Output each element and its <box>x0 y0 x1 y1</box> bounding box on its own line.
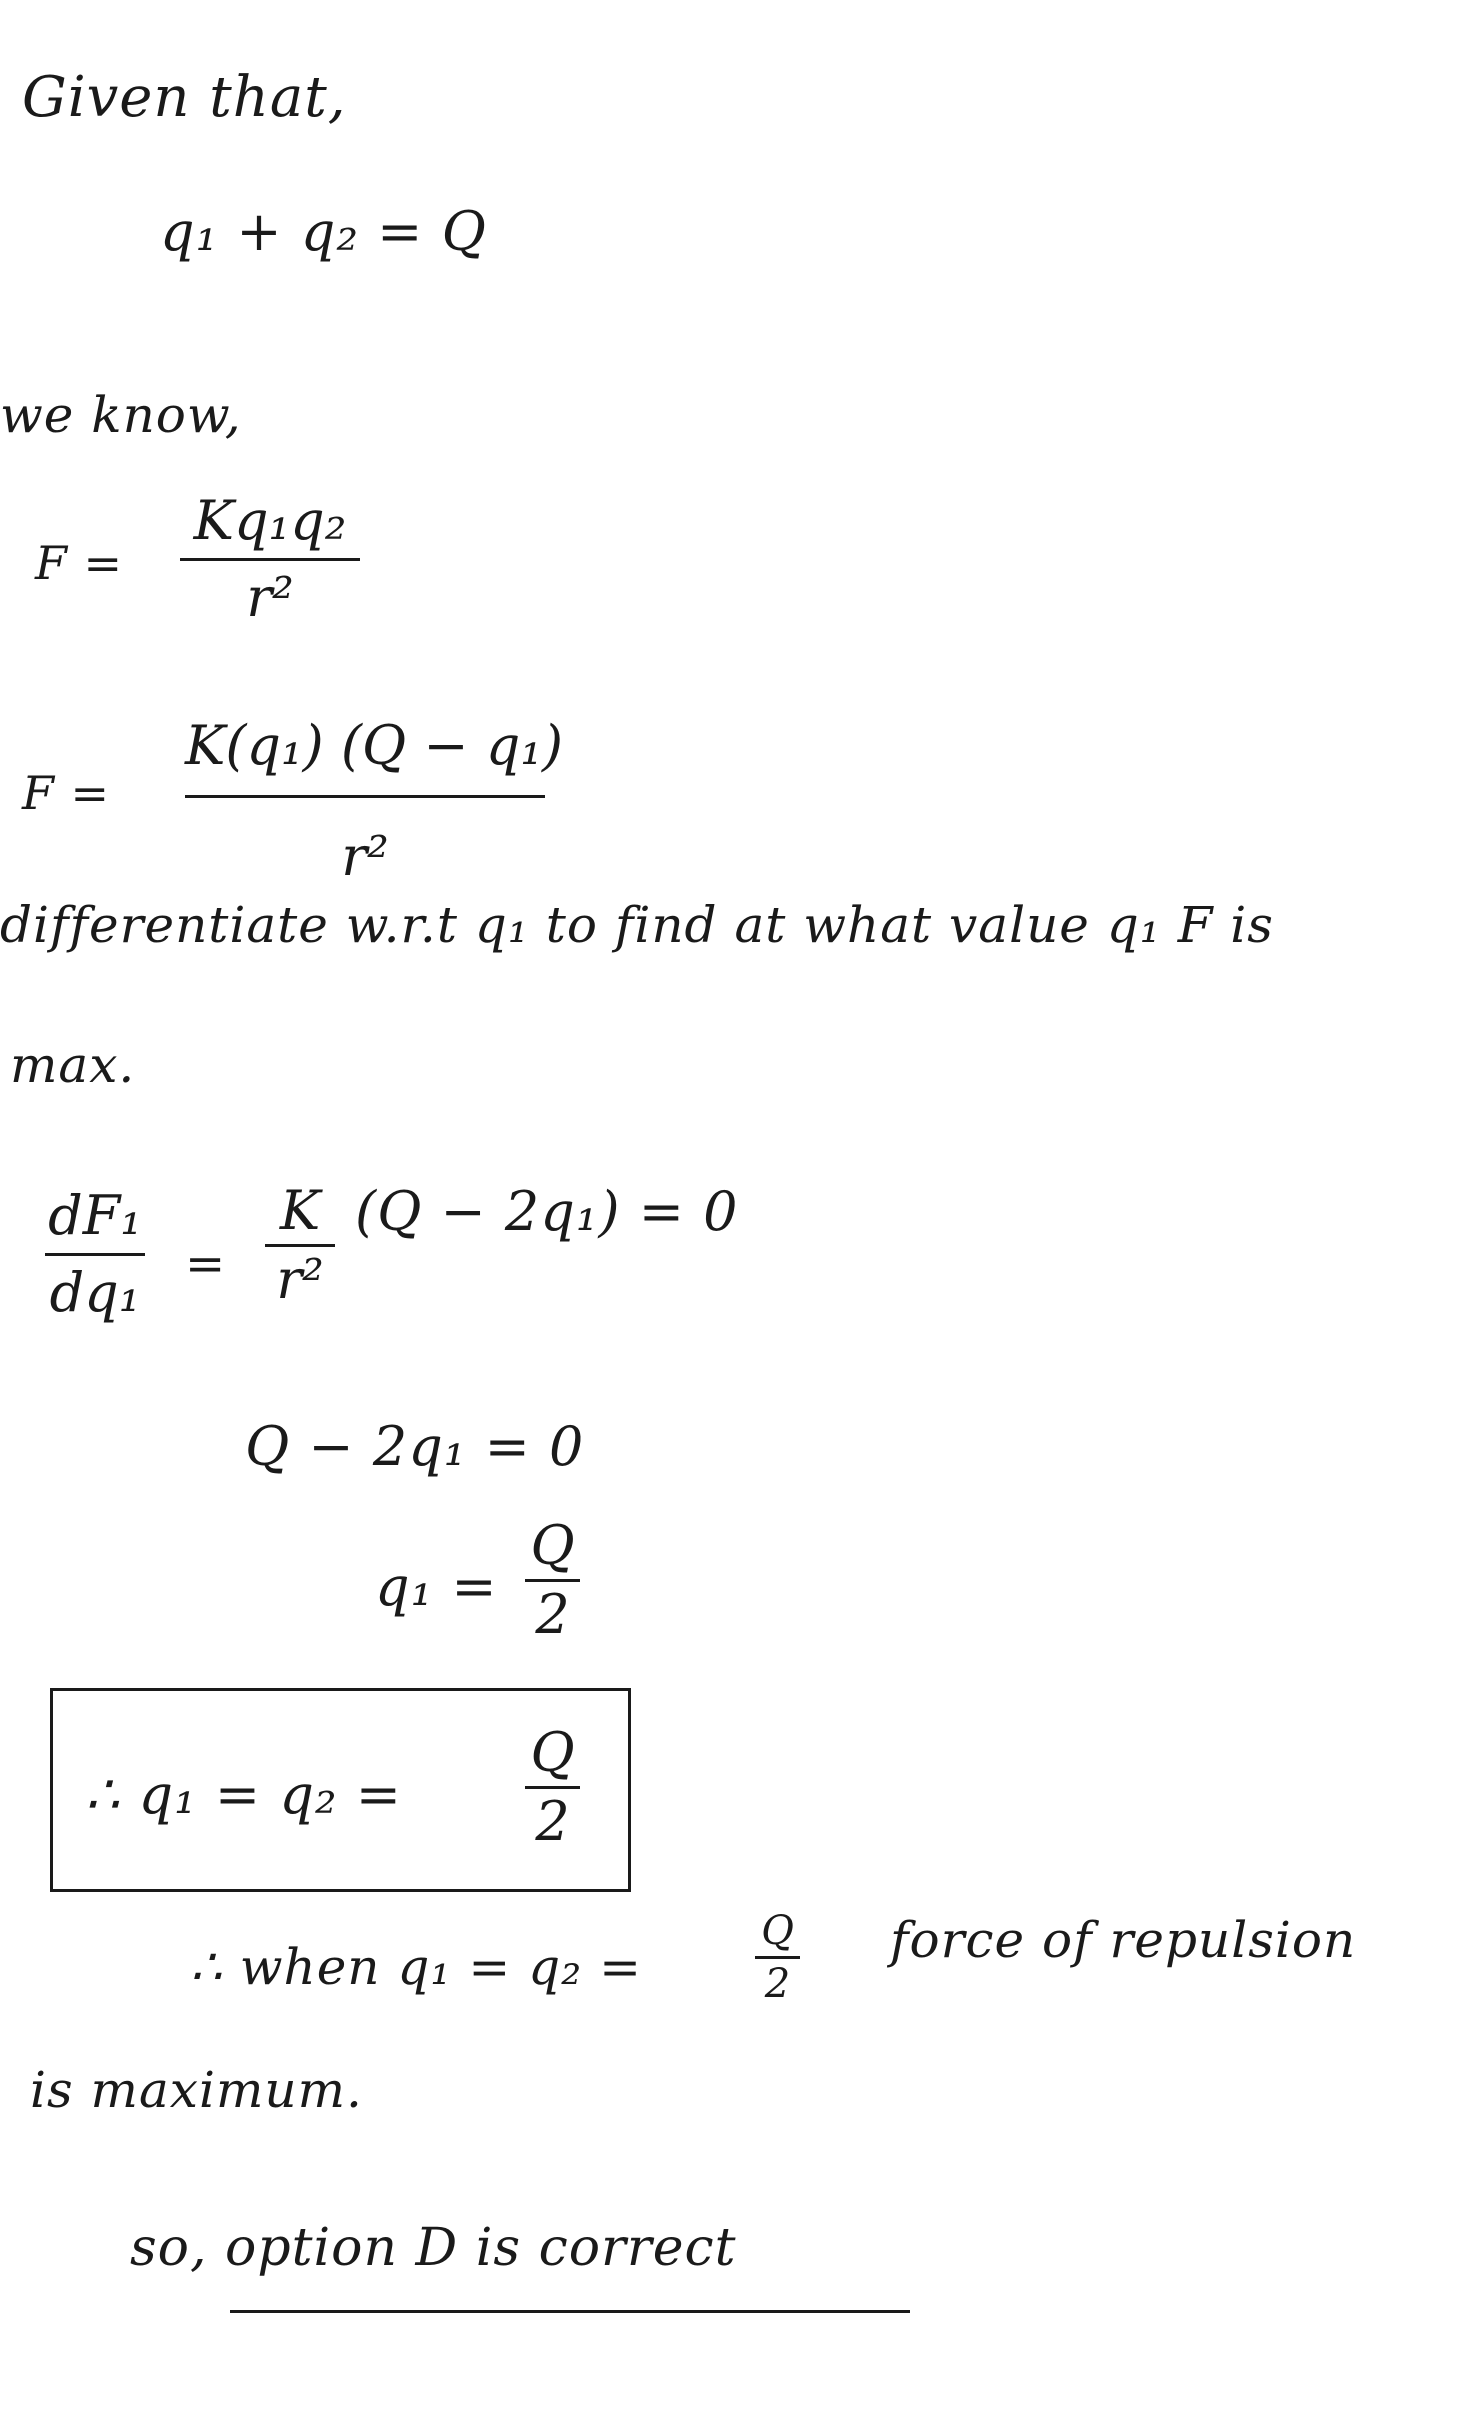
fraction-bar <box>755 1956 800 1959</box>
conclusion-q-numerator: Q <box>761 1908 794 1954</box>
derivative-fraction <box>45 1185 145 1324</box>
coulomb-denominator: r² <box>246 566 294 630</box>
conclusion-lhs: ∴ when q₁ = q₂ = <box>190 1938 642 1996</box>
fraction-bar <box>180 558 360 561</box>
conclusion-q-over-2 <box>755 1908 800 2007</box>
given-text: Given that, <box>22 65 347 130</box>
final-answer: so, option D is correct <box>130 2218 737 2278</box>
boxed-q-over-2 <box>525 1722 580 1853</box>
substituted-fraction <box>185 714 564 889</box>
two-denominator: 2 <box>535 1583 570 1647</box>
boxed-q-numerator: Q <box>530 1721 575 1784</box>
step-q-minus-2q1: Q − 2q₁ = 0 <box>245 1415 585 1478</box>
fraction-bar <box>185 795 545 798</box>
final-answer-underline <box>230 2310 910 2313</box>
k-over-r2-fraction <box>265 1180 335 1311</box>
we-know-text: we know, <box>0 386 242 444</box>
conclusion-line-2: is maximum. <box>30 2061 363 2119</box>
r2-denominator: r² <box>276 1248 324 1312</box>
coulomb-fraction <box>180 490 360 629</box>
substituted-denominator: r² <box>341 825 389 889</box>
q-over-2-fraction <box>525 1515 580 1646</box>
step-q1-lhs: q₁ = <box>375 1555 498 1618</box>
derivative-rhs: (Q − 2q₁) = 0 <box>355 1180 739 1243</box>
k-numerator: K <box>279 1179 321 1242</box>
conclusion-two-denominator: 2 <box>764 1961 791 2007</box>
derivative-denominator: dq₁ <box>49 1261 141 1325</box>
derivative-equals: = <box>185 1236 227 1292</box>
conclusion-rhs: force of repulsion <box>890 1911 1357 1969</box>
differentiate-instruction-cont: max. <box>10 1036 136 1094</box>
boxed-two-denominator: 2 <box>535 1790 570 1854</box>
coulomb-numerator: Kq₁q₂ <box>193 489 347 552</box>
substituted-numerator: K(q₁) (Q − q₁) <box>185 714 564 777</box>
force-label-1: F = <box>35 536 124 590</box>
charge-sum-equation: q₁ + q₂ = Q <box>160 200 487 263</box>
fraction-bar <box>45 1253 145 1256</box>
force-label-2: F = <box>22 766 111 820</box>
boxed-result-lhs: ∴ q₁ = q₂ = <box>85 1763 402 1826</box>
derivative-numerator: dF₁ <box>48 1184 142 1247</box>
differentiate-instruction: differentiate w.r.t q₁ to find at what value q₁ F is <box>0 896 1274 954</box>
q-numerator: Q <box>530 1514 575 1577</box>
fraction-bar <box>265 1244 335 1247</box>
fraction-bar <box>525 1786 580 1789</box>
fraction-bar <box>525 1579 580 1582</box>
